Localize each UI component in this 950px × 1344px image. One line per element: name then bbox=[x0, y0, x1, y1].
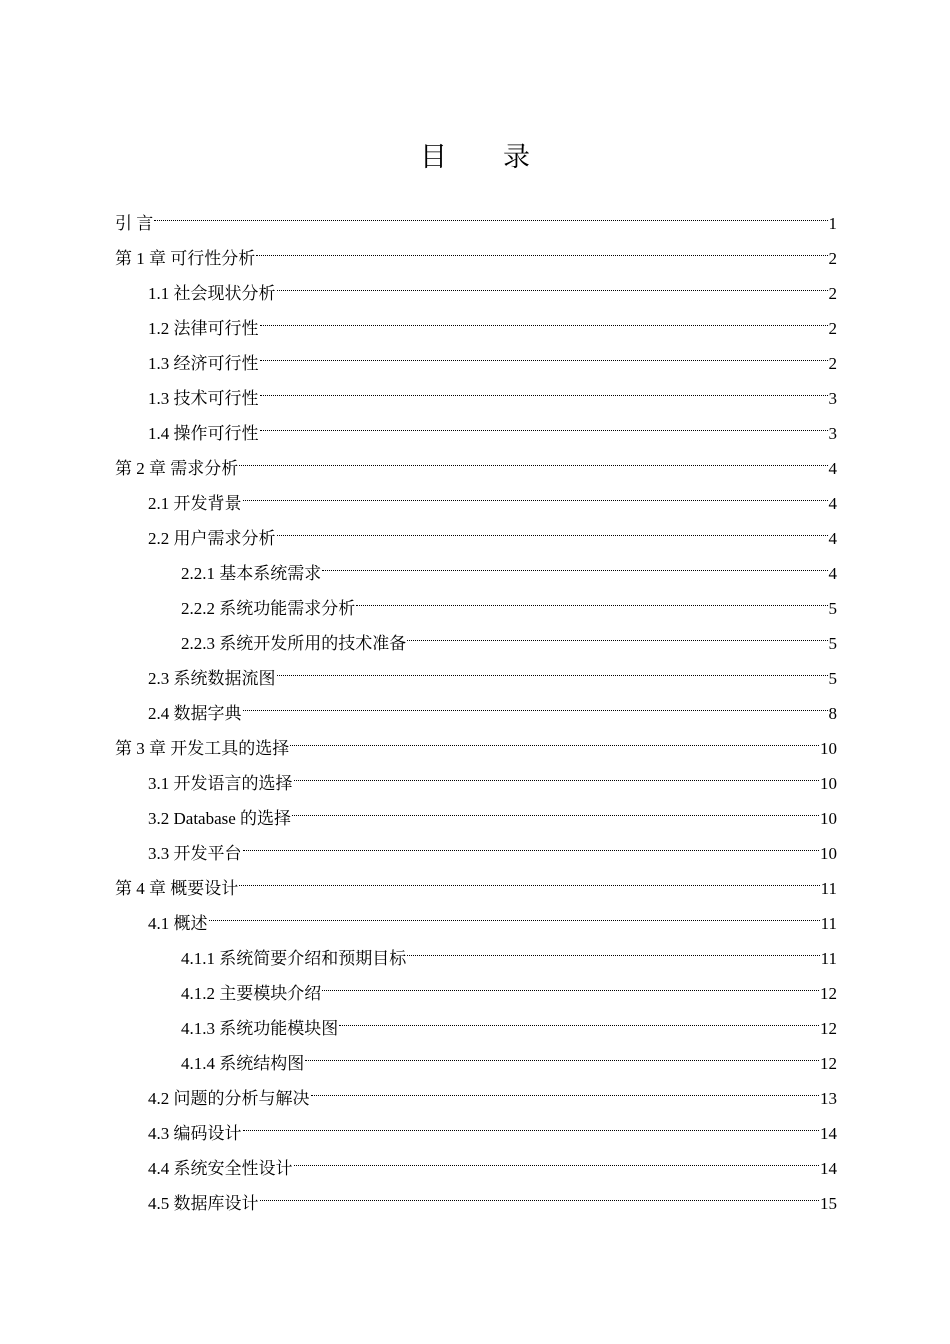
toc-entry-label: 3.2 Database 的选择 bbox=[148, 809, 292, 828]
toc-entry-page-number: 14 bbox=[820, 1159, 837, 1178]
toc-entry-label: 3.3 开发平台 bbox=[148, 844, 242, 863]
toc-entry-page-number: 5 bbox=[828, 634, 837, 653]
toc-entry[interactable] bbox=[115, 481, 837, 516]
toc-entry-label: 4.1.2 主要模块介绍 bbox=[181, 984, 322, 1003]
dot-leader bbox=[305, 1041, 819, 1069]
toc-entry-label: 第 3 章 开发工具的选择 bbox=[115, 739, 290, 758]
toc-entry-page-number: 12 bbox=[820, 1054, 837, 1073]
toc-entry[interactable] bbox=[115, 1181, 837, 1216]
dot-leader bbox=[322, 971, 819, 999]
toc-entry[interactable] bbox=[115, 1076, 837, 1111]
dot-leader bbox=[294, 1146, 820, 1174]
toc-entry-page-number: 2 bbox=[828, 284, 837, 303]
dot-leader bbox=[260, 1181, 820, 1209]
toc-entry[interactable] bbox=[115, 1006, 837, 1041]
toc-entry-label: 2.2 用户需求分析 bbox=[148, 529, 276, 548]
dot-leader bbox=[277, 516, 828, 544]
toc-entry-page-number: 2 bbox=[828, 354, 837, 373]
dot-leader bbox=[277, 271, 828, 299]
toc-entry-page-number: 11 bbox=[820, 914, 837, 933]
toc-entry-page-number: 4 bbox=[828, 494, 837, 513]
toc-entry-label: 1.3 经济可行性 bbox=[148, 354, 259, 373]
toc-entry-page-number: 11 bbox=[820, 879, 837, 898]
toc-entry-page-number: 11 bbox=[820, 949, 837, 968]
toc-entry-label: 4.1.3 系统功能模块图 bbox=[181, 1019, 339, 1038]
toc-entry-page-number: 5 bbox=[828, 669, 837, 688]
toc-entry[interactable] bbox=[115, 516, 837, 551]
toc-entry[interactable] bbox=[115, 586, 837, 621]
dot-leader bbox=[260, 306, 828, 334]
toc-entry-label: 4.1 概述 bbox=[148, 914, 208, 933]
toc-entry-label: 引 言 bbox=[115, 214, 154, 233]
toc-entry-page-number: 3 bbox=[828, 424, 837, 443]
dot-leader bbox=[311, 1076, 820, 1104]
toc-entry[interactable] bbox=[115, 1111, 837, 1146]
dot-leader bbox=[290, 726, 819, 754]
toc-entry-label: 4.1.4 系统结构图 bbox=[181, 1054, 305, 1073]
toc-entry-label: 2.2.1 基本系统需求 bbox=[181, 564, 322, 583]
dot-leader bbox=[277, 656, 828, 684]
toc-entry-page-number: 4 bbox=[828, 529, 837, 548]
dot-leader bbox=[260, 376, 828, 404]
toc-entry-page-number: 10 bbox=[820, 844, 837, 863]
toc-entry[interactable] bbox=[115, 866, 837, 901]
toc-entry-label: 4.2 问题的分析与解决 bbox=[148, 1089, 310, 1108]
toc-entry-page-number: 4 bbox=[828, 459, 837, 478]
toc-entry[interactable] bbox=[115, 621, 837, 656]
dot-leader bbox=[322, 551, 827, 579]
toc-entry-label: 2.4 数据字典 bbox=[148, 704, 242, 723]
toc-entry-page-number: 12 bbox=[820, 984, 837, 1003]
dot-leader bbox=[243, 481, 828, 509]
dot-leader bbox=[239, 446, 827, 474]
toc-entry[interactable] bbox=[115, 446, 837, 481]
toc-entry-page-number: 13 bbox=[820, 1089, 837, 1108]
dot-leader bbox=[256, 236, 827, 264]
toc-entry-label: 4.4 系统安全性设计 bbox=[148, 1159, 293, 1178]
toc-entry-page-number: 1 bbox=[828, 214, 837, 233]
toc-entry-page-number: 14 bbox=[820, 1124, 837, 1143]
toc-entry-label: 2.1 开发背景 bbox=[148, 494, 242, 513]
toc-entry-label: 1.1 社会现状分析 bbox=[148, 284, 276, 303]
toc-entry-label: 第 2 章 需求分析 bbox=[115, 459, 239, 478]
toc-entry[interactable] bbox=[115, 691, 837, 726]
toc-entry-page-number: 8 bbox=[828, 704, 837, 723]
dot-leader bbox=[260, 341, 828, 369]
table-of-contents bbox=[115, 201, 837, 1216]
toc-entry-page-number: 10 bbox=[820, 809, 837, 828]
toc-entry[interactable] bbox=[115, 796, 837, 831]
toc-entry-label: 1.2 法律可行性 bbox=[148, 319, 259, 338]
dot-leader bbox=[239, 866, 819, 894]
toc-entry[interactable] bbox=[115, 726, 837, 761]
toc-entry-page-number: 2 bbox=[828, 249, 837, 268]
toc-entry[interactable] bbox=[115, 656, 837, 691]
dot-leader bbox=[292, 796, 819, 824]
toc-entry[interactable] bbox=[115, 411, 837, 446]
toc-entry[interactable] bbox=[115, 1041, 837, 1076]
title-char-2: 录 bbox=[503, 142, 530, 173]
dot-leader bbox=[407, 621, 827, 649]
toc-entry[interactable] bbox=[115, 236, 837, 271]
toc-entry-label: 1.4 操作可行性 bbox=[148, 424, 259, 443]
toc-entry-page-number: 12 bbox=[820, 1019, 837, 1038]
toc-entry-page-number: 10 bbox=[820, 774, 837, 793]
toc-entry-label: 1.3 技术可行性 bbox=[148, 389, 259, 408]
toc-entry-label: 4.5 数据库设计 bbox=[148, 1194, 259, 1213]
toc-entry-page-number: 2 bbox=[828, 319, 837, 338]
toc-entry[interactable] bbox=[115, 936, 837, 971]
toc-entry[interactable] bbox=[115, 761, 837, 796]
toc-entry[interactable] bbox=[115, 271, 837, 306]
dot-leader bbox=[260, 411, 828, 439]
toc-entry-label: 4.1.1 系统简要介绍和预期目标 bbox=[181, 949, 407, 968]
toc-entry-label: 第 4 章 概要设计 bbox=[115, 879, 239, 898]
dot-leader bbox=[243, 691, 828, 719]
dot-leader bbox=[294, 761, 820, 789]
toc-entry[interactable] bbox=[115, 201, 837, 236]
toc-entry-label: 2.2.3 系统开发所用的技术准备 bbox=[181, 634, 407, 653]
dot-leader bbox=[243, 831, 820, 859]
toc-entry-page-number: 5 bbox=[828, 599, 837, 618]
toc-entry-page-number: 10 bbox=[820, 739, 837, 758]
toc-entry[interactable] bbox=[115, 341, 837, 376]
toc-entry[interactable] bbox=[115, 1146, 837, 1181]
dot-leader bbox=[356, 586, 827, 614]
toc-entry-page-number: 15 bbox=[820, 1194, 837, 1213]
toc-entry[interactable] bbox=[115, 376, 837, 411]
dot-leader bbox=[209, 901, 820, 929]
dot-leader bbox=[407, 936, 819, 964]
toc-entry-label: 3.1 开发语言的选择 bbox=[148, 774, 293, 793]
toc-entry-page-number: 4 bbox=[828, 564, 837, 583]
dot-leader bbox=[339, 1006, 819, 1034]
toc-entry[interactable] bbox=[115, 306, 837, 341]
toc-entry-page-number: 3 bbox=[828, 389, 837, 408]
toc-entry[interactable] bbox=[115, 831, 837, 866]
toc-entry-label: 第 1 章 可行性分析 bbox=[115, 249, 256, 268]
toc-entry-label: 2.2.2 系统功能需求分析 bbox=[181, 599, 356, 618]
toc-entry[interactable] bbox=[115, 971, 837, 1006]
page-title bbox=[0, 140, 950, 176]
title-char-1: 目 bbox=[420, 142, 447, 173]
toc-entry-label: 4.3 编码设计 bbox=[148, 1124, 242, 1143]
dot-leader bbox=[243, 1111, 820, 1139]
toc-entry[interactable] bbox=[115, 901, 837, 936]
toc-entry-label: 2.3 系统数据流图 bbox=[148, 669, 276, 688]
toc-entry[interactable] bbox=[115, 551, 837, 586]
dot-leader bbox=[154, 201, 827, 229]
